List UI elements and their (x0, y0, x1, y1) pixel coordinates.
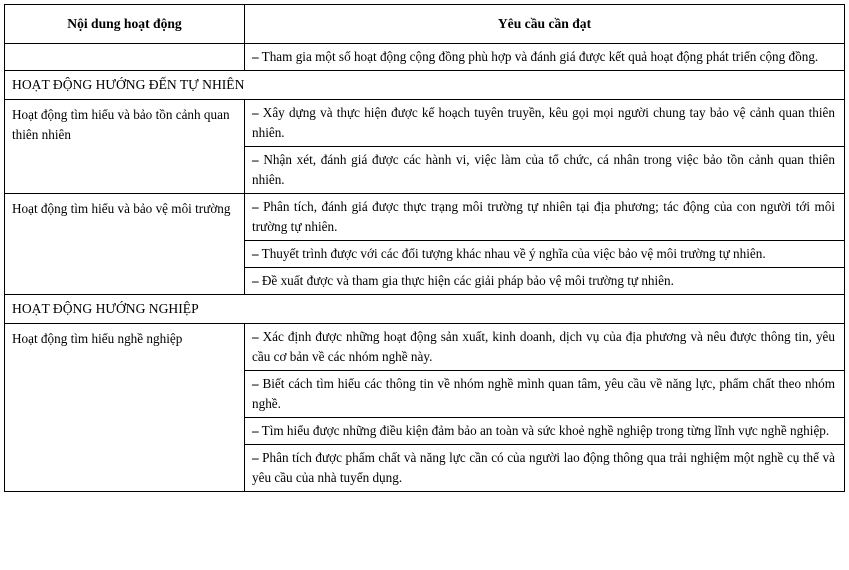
requirements-cell (245, 194, 845, 295)
requirement-text: Tham gia một số hoạt động cộng đồng phù hợp và đánh giá được kết quả hoạt động phát triển cộng đồng. (261, 49, 819, 64)
header-requirements: Yêu cầu cần đạt (245, 5, 845, 44)
dash-marker: – (252, 450, 259, 465)
activity-cell: Hoạt động tìm hiểu và bảo vệ môi trường (5, 194, 245, 295)
activity-cell: Hoạt động tìm hiểu và bảo tồn cảnh quan thiên nhiên (5, 100, 245, 194)
dash-marker: – (252, 329, 259, 344)
requirement-item (245, 194, 844, 240)
dash-marker: – (252, 105, 259, 120)
dash-marker: – (252, 423, 259, 438)
header-activity-content: Nội dung hoạt động (5, 5, 245, 44)
section-row (5, 71, 845, 100)
requirement-item (245, 267, 844, 294)
table-row (5, 194, 845, 295)
requirement-item (245, 44, 844, 70)
requirement-text: Phân tích, đánh giá được thực trạng môi trường tự nhiên tại địa phương; tác động của con người tới môi trường tự nhiên. (252, 199, 836, 234)
requirements-cell (245, 44, 845, 71)
requirement-text: Tìm hiểu được những điều kiện đảm bảo an toàn và sức khoẻ nghề nghiệp trong từng lĩnh vực nghề nghiệp. (261, 423, 830, 438)
requirements-cell (245, 100, 845, 194)
dash-marker: – (252, 49, 259, 64)
requirement-text: Xác định được những hoạt động sản xuất, kinh doanh, dịch vụ của địa phương và nêu được thông tin, yêu cầu cơ bản về các nhóm nghề này. (252, 329, 835, 364)
requirement-text: Đề xuất được và tham gia thực hiện các giải pháp bảo vệ môi trường tự nhiên. (261, 273, 674, 288)
requirement-text: Nhận xét, đánh giá được các hành vi, việc làm của tổ chức, cá nhân trong việc bảo tồn cảnh quan thiên nhiên. (252, 152, 835, 187)
dash-marker: – (252, 199, 259, 214)
table-row (5, 44, 845, 71)
requirement-item (245, 100, 844, 146)
section-row (5, 295, 845, 324)
activity-cell (5, 44, 245, 71)
requirement-item (245, 240, 844, 267)
requirement-text: Phân tích được phẩm chất và năng lực cần có của người lao động thông qua trải nghiệm một nghề cụ thể và yêu cầu của nhà tuyển dụng. (252, 450, 835, 485)
requirement-text: Xây dựng và thực hiện được kế hoạch tuyên truyền, kêu gọi mọi người chung tay bảo vệ cảnh quan thiên nhiên. (252, 105, 836, 140)
dash-marker: – (252, 273, 259, 288)
requirement-text: Thuyết trình được với các đối tượng khác nhau về ý nghĩa của việc bảo vệ môi trường tự nhiên. (261, 246, 766, 261)
curriculum-table (4, 4, 845, 492)
dash-marker: – (252, 152, 259, 167)
section-heading: HOẠT ĐỘNG HƯỚNG ĐẾN TỰ NHIÊN (5, 71, 845, 100)
requirements-cell (245, 324, 845, 492)
table-row (5, 324, 845, 492)
table-header-row (5, 5, 845, 44)
table-body (5, 44, 845, 492)
requirement-item (245, 324, 844, 370)
requirement-item (245, 444, 844, 491)
dash-marker: – (252, 246, 259, 261)
requirement-text: Biết cách tìm hiểu các thông tin về nhóm nghề mình quan tâm, yêu cầu về năng lực, phẩm chất theo nhóm nghề. (252, 376, 835, 411)
activity-cell: Hoạt động tìm hiểu nghề nghiệp (5, 324, 245, 492)
requirement-item (245, 370, 844, 417)
section-heading: HOẠT ĐỘNG HƯỚNG NGHIỆP (5, 295, 845, 324)
curriculum-table-container (4, 4, 844, 492)
table-row (5, 100, 845, 194)
requirement-item (245, 146, 844, 193)
requirement-item (245, 417, 844, 444)
dash-marker: – (252, 376, 259, 391)
